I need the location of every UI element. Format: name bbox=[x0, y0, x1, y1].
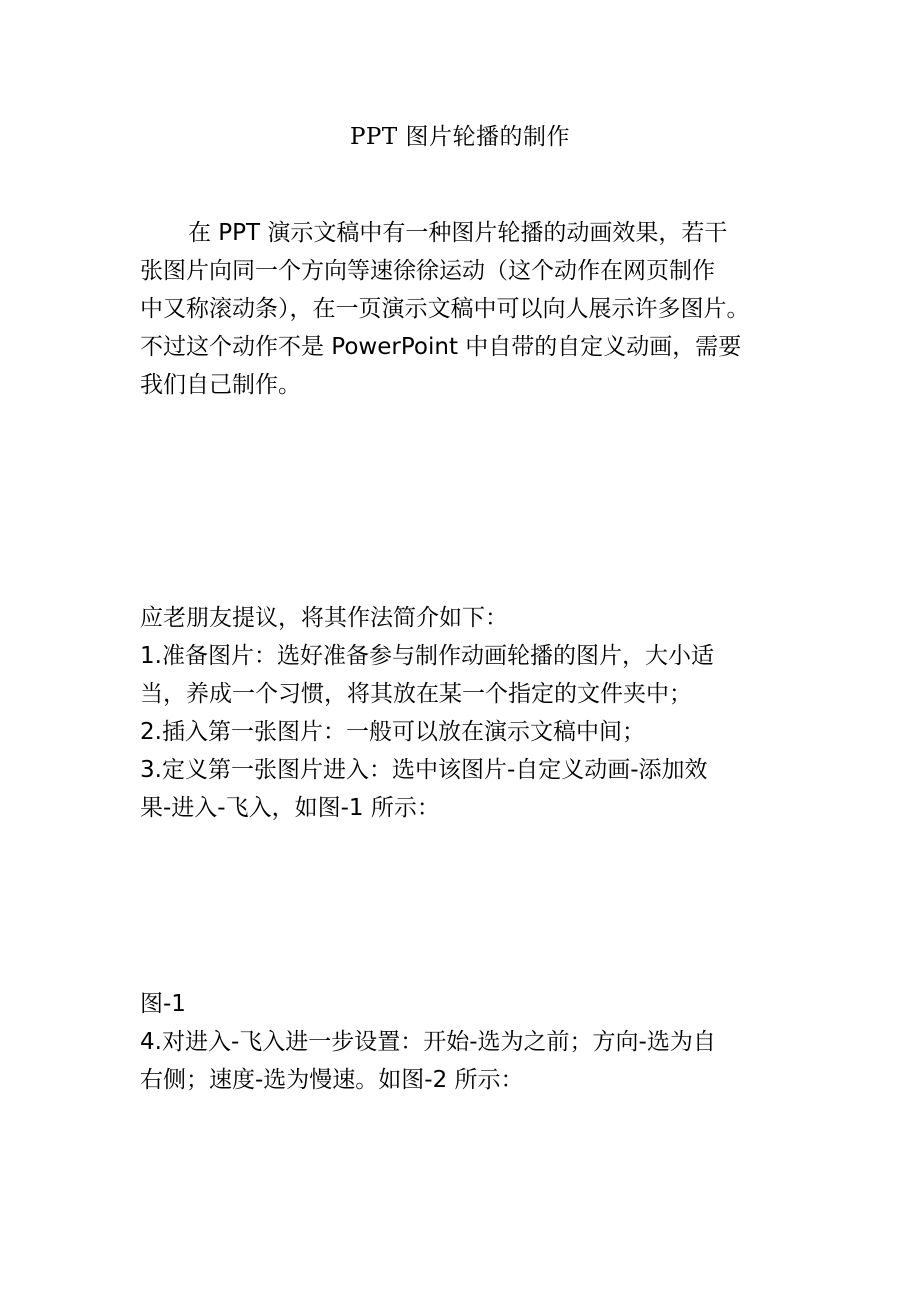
intro-line: 中又称滚动条），在一页演示文稿中可以向人展示许多图片。 bbox=[140, 296, 750, 322]
steps-line: 1.准备图片：选好准备参与制作动画轮播的图片，大小适 bbox=[140, 643, 714, 669]
intro-line: 我们自己制作。 bbox=[140, 372, 301, 398]
steps-paragraph bbox=[140, 599, 800, 827]
figure-caption: 图-1 bbox=[140, 991, 186, 1017]
steps-line: 3.定义第一张图片进入：选中该图片-自定义动画-添加效 bbox=[140, 757, 708, 783]
intro-line: 不过这个动作不是 PowerPoint 中自带的自定义动画，需要 bbox=[140, 334, 742, 360]
steps-line: 果-进入-飞入，如图-1 所示： bbox=[140, 795, 440, 821]
steps-line: 当，养成一个习惯，将其放在某一个指定的文件夹中； bbox=[140, 681, 692, 707]
intro-paragraph bbox=[140, 214, 800, 404]
steps-line: 2.插入第一张图片：一般可以放在演示文稿中间； bbox=[140, 719, 645, 745]
intro-line: 张图片向同一个方向等速徐徐运动（这个动作在网页制作 bbox=[140, 258, 715, 284]
steps-continued-paragraph bbox=[140, 985, 800, 1099]
document-title: PPT 图片轮播的制作 bbox=[349, 124, 571, 150]
steps-line: 应老朋友提议，将其作法简介如下： bbox=[140, 605, 508, 631]
steps-line: 4.对进入-飞入进一步设置：开始-选为之前；方向-选为自 bbox=[140, 1029, 716, 1055]
intro-line: 在 PPT 演示文稿中有一种图片轮播的动画效果，若干 bbox=[188, 220, 728, 246]
steps-line: 右侧；速度-选为慢速。如图-2 所示： bbox=[140, 1067, 524, 1093]
